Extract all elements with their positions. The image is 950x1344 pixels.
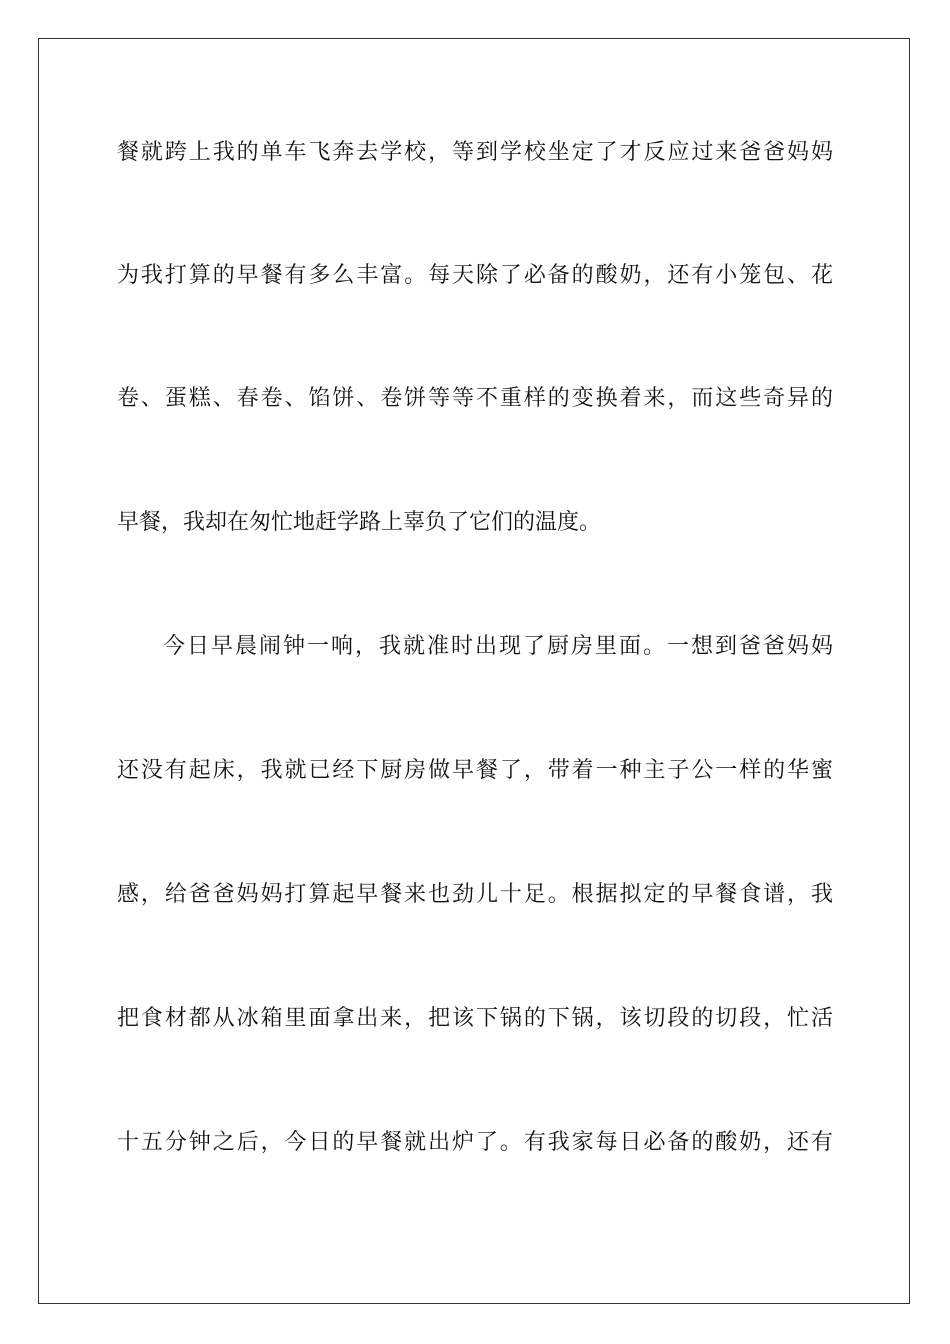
text-line-2: 为我打算的早餐有多么丰富。每天除了必备的酸奶，还有小笼包、花: [117, 263, 833, 288]
text-line-7: 感，给爸爸妈妈打算起早餐来也劲儿十足。根据拟定的早餐食谱，我: [117, 882, 833, 907]
text-line-9: 十五分钟之后，今日的早餐就出炉了。有我家每日必备的酸奶，还有: [117, 1130, 833, 1155]
text-line-6: 还没有起床，我就已经下厨房做早餐了，带着一种主子公一样的华蜜: [117, 758, 833, 783]
text-line-1: 餐就跨上我的单车飞奔去学校，等到学校坐定了才反应过来爸爸妈妈: [117, 140, 833, 165]
text-line-3: 卷、蛋糕、春卷、馅饼、卷饼等等不重样的变换着来，而这些奇异的: [117, 386, 833, 411]
page-border: [38, 38, 910, 1304]
text-line-4: 早餐，我却在匆忙地赶学路上辜负了它们的温度。: [117, 510, 602, 535]
paragraph-start-line: 今日早晨闹钟一响，我就准时出现了厨房里面。一想到爸爸妈妈: [163, 634, 833, 659]
text-line-8: 把食材都从冰箱里面拿出来，把该下锅的下锅，该切段的切段，忙活: [117, 1006, 833, 1031]
